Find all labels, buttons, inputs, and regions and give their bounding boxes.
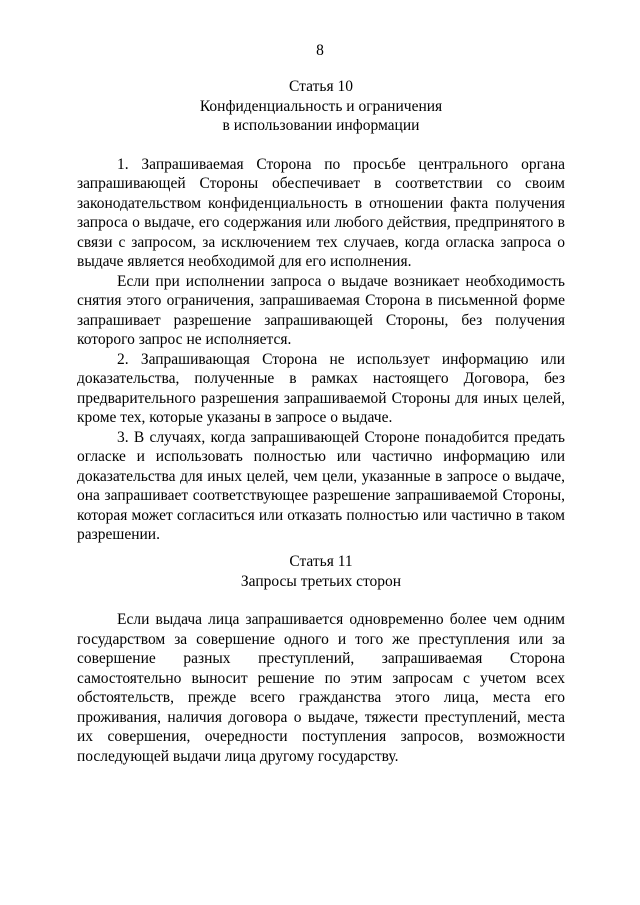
article-title: Статья 11 xyxy=(289,553,353,570)
paragraph: Если выдача лица запрашивается одновременно более чем одним государством за совершение одного и того же преступления или за совершение разных преступлений, запрашиваемая Сторона самостоятельно выносит решение по этим запросам с учетом всех обстоятельств, прежде всего гражданства этого лица, места его проживания, наличия договора о выдаче, тяжести преступлений, места их совершения, очередности поступления запросов, возможности последующей выдачи лица другому государству. xyxy=(77,611,565,765)
article-heading xyxy=(77,552,565,591)
article-10 xyxy=(77,77,565,545)
article-11 xyxy=(77,552,565,766)
paragraph: 2. Запрашивающая Сторона не использует информацию или доказательства, полученные в рамках настоящего Договора, без предварительного разрешения запрашиваемой Стороны для иных целей, кроме тех, которые указаны в запросе о выдаче. xyxy=(77,350,565,426)
article-heading xyxy=(77,77,565,136)
paragraph: 3. В случаях, когда запрашивающей Стороне понадобится предать огласке и использовать полностью или частично информацию или доказательства для иных целей, чем цели, указанные в запросе о выдаче, она запрашивает соответствующее разрешение запрашиваемой Стороны, которая может согласиться или отказать полностью или частично в таком разрешении. xyxy=(77,428,565,543)
article-subtitle-line: Запросы третьих сторон xyxy=(240,572,402,590)
article-body xyxy=(77,155,565,545)
article-subtitle-line: в использовании информации xyxy=(222,117,420,134)
article-subtitle-line: Конфиденциальность и ограничения xyxy=(199,97,443,115)
page-number: 8 xyxy=(316,42,324,59)
paragraph: 1. Запрашиваемая Сторона по просьбе центрального органа запрашивающей Стороны обеспечивает в соответствии со своим законодательством конфиденциальность в отношении факта получения запроса о выдаче, его содержания или любого действия, предпринятого в связи с запросом, за исключением тех случаев, когда огласка запроса о выдаче является необходимой для его исполнения. xyxy=(77,155,565,270)
article-body xyxy=(77,610,565,766)
article-title: Статья 10 xyxy=(289,78,353,95)
paragraph: Если при исполнении запроса о выдаче возникает необходимость снятия этого ограничения, запрашиваемая Сторона в письменной форме запрашивает разрешение запрашивающей Стороны, без получения которого запрос не исполняется. xyxy=(77,272,565,348)
